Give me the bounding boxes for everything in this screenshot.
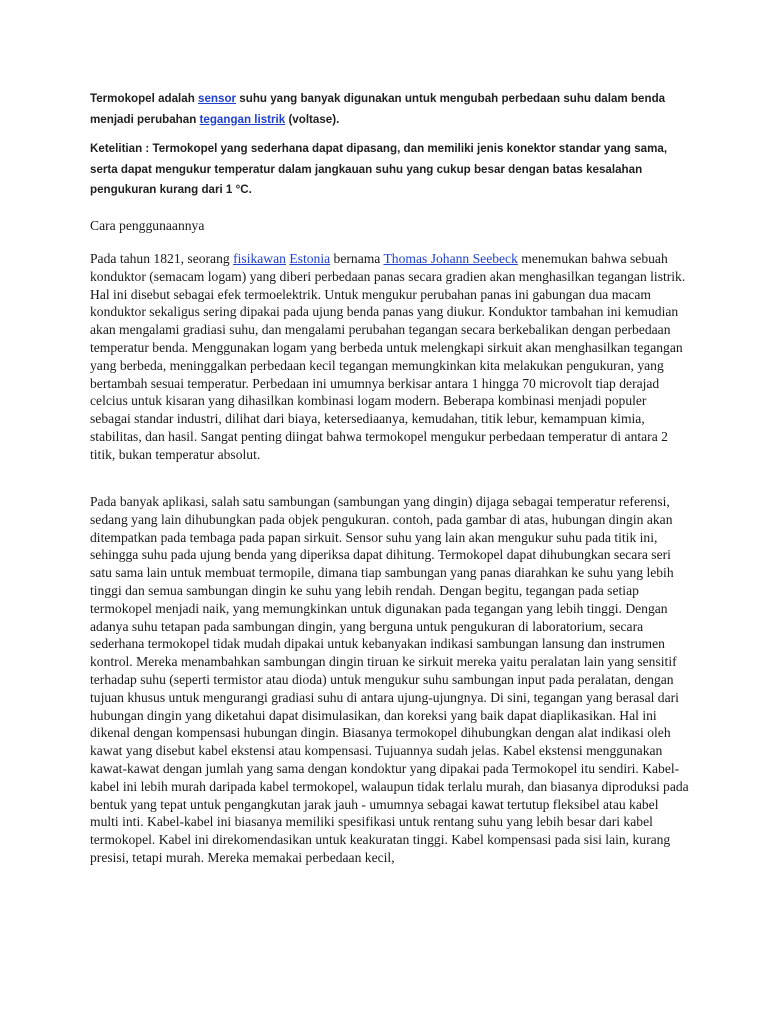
history-text-3: menemukan bahwa sebuah konduktor (semacam logam) yang diberi perbedaan panas secara gradien akan menghasilkan tegangan listrik. Hal ini disebut sebagai efek termoelektrik. Untuk mengukur perubahan panas ini gabungan dua macam konduktor sekaligus sering dipakai pada ujung benda panas yang diukur. Konduktor tambahan ini kemudian akan mengalami gradiasi suhu, dan mengalami perubahan tegangan secara berkebalikan dengan perbedaan temperatur benda. Menggunakan logam yang berbeda untuk melengkapi sirkuit akan menghasilkan tegangan yang berbeda, meninggalkan perbedaan kecil tegangan memungkinkan kita melakukan pengukuran, yang bertambah sesuai temperatur. Perbedaan ini umumnya berkisar antara 1 hingga 70 microvolt tiap derajad celcius untuk kisaran yang dihasilkan kombinasi logam modern. Beberapa kombinasi menjadi populer sebagai standar industri, dilihat dari biaya, ketersediaanya, kemudahan, titik lebur, kemampuan kimia, stabilitas, dan hasil. Sangat penting diingat bahwa termokopel mengukur perbedaan temperatur di antara 2 titik, bukan temperatur absolut. [90, 251, 686, 462]
intro-paragraph [90, 89, 690, 130]
fisikawan-link[interactable]: fisikawan [233, 251, 286, 266]
application-paragraph: Pada banyak aplikasi, salah satu sambungan (sambungan yang dingin) dijaga sebagai temperatur referensi, sedang yang lain dihubungkan pada objek pengukuran. contoh, pada gambar di atas, hubungan dingin akan ditempatkan pada tembaga pada papan sirkuit. Sensor suhu yang lain akan mengukur suhu pada titik ini, sehingga suhu pada ujung benda yang diperiksa dapat dihitung. Termokopel dapat dihubungkan secara seri satu sama lain untuk membuat termopile, dimana tiap sambungan yang panas diarahkan ke suhu yang lebih tinggi dan semua sambungan dingin ke suhu yang lebih rendah. Dengan begitu, tegangan pada setiap termokopel menjadi naik, yang memungkinkan untuk digunakan pada tegangan yang lebih tinggi. Dengan adanya suhu tetapan pada sambungan dingin, yang berguna untuk pengukuran di laboratorium, secara sederhana termokopel tidak mudah dipakai untuk kebanyakan indikasi sambungan lansung dan instrumen kontrol. Mereka menambahkan sambungan dingin tiruan ke sirkuit mereka yaitu peralatan lain yang sensitif terhadap suhu (seperti termistor atau dioda) untuk mengukur suhu sambungan input pada peralatan, dengan tujuan khusus untuk mengurangi gradiasi suhu di antara ujung-ujungnya. Di sini, tegangan yang berasal dari hubungan dingin yang diketahui dapat disimulasikan, dan koreksi yang baik dapat diaplikasikan. Hal ini dikenal dengan kompensasi hubungan dingin. Biasanya termokopel dihubungkan dengan alat indikasi oleh kawat yang disebut kabel ekstensi atau kompensasi. Tujuannya sudah jelas. Kabel ekstensi menggunakan kawat-kawat dengan jumlah yang sama dengan kondoktur yang dipakai pada Termokopel itu sendiri. Kabel-kabel ini lebih murah daripada kabel termokopel, walaupun tidak terlalu murah, dan biasanya diproduksi pada bentuk yang tepat untuk pengangkutan jarak jauh - umumnya sebagai kawat tertutup fleksibel atau kabel multi inti. Kabel-kabel ini biasanya memiliki spesifikasi untuk rentang suhu yang lebih besar dari kabel termokopel. Kabel ini direkomendasikan untuk keakuratan tinggi. Kabel kompensasi pada sisi lain, kurang presisi, tetapi murah. Mereka memakai perbedaan kecil, [90, 494, 689, 865]
section-heading: Cara penggunaannya [90, 218, 205, 233]
history-text-2: bernama [330, 251, 384, 266]
history-paragraph [90, 250, 690, 464]
seebeck-link[interactable]: Thomas Johann Seebeck [383, 251, 518, 266]
accuracy-paragraph: Ketelitian : Termokopel yang sederhana dapat dipasang, dan memiliki jenis konektor standar yang sama, serta dapat mengukur temperatur dalam jangkauan suhu yang cukup besar dengan batas kesalahan pengukuran kurang dari 1 °C. [90, 142, 668, 196]
intro-text-1: Termokopel adalah [90, 92, 199, 105]
intro-text-2: suhu yang banyak digunakan untuk mengubah perbedaan suhu dalam benda menjadi perubahan [90, 92, 666, 126]
history-text-1: Pada tahun 1821, seorang [90, 251, 234, 266]
tegangan-listrik-link[interactable]: tegangan listrik [199, 112, 286, 126]
sensor-link[interactable]: sensor [198, 92, 237, 105]
intro-text-3: (voltase). [285, 112, 340, 126]
estonia-link[interactable]: Estonia [289, 251, 331, 266]
